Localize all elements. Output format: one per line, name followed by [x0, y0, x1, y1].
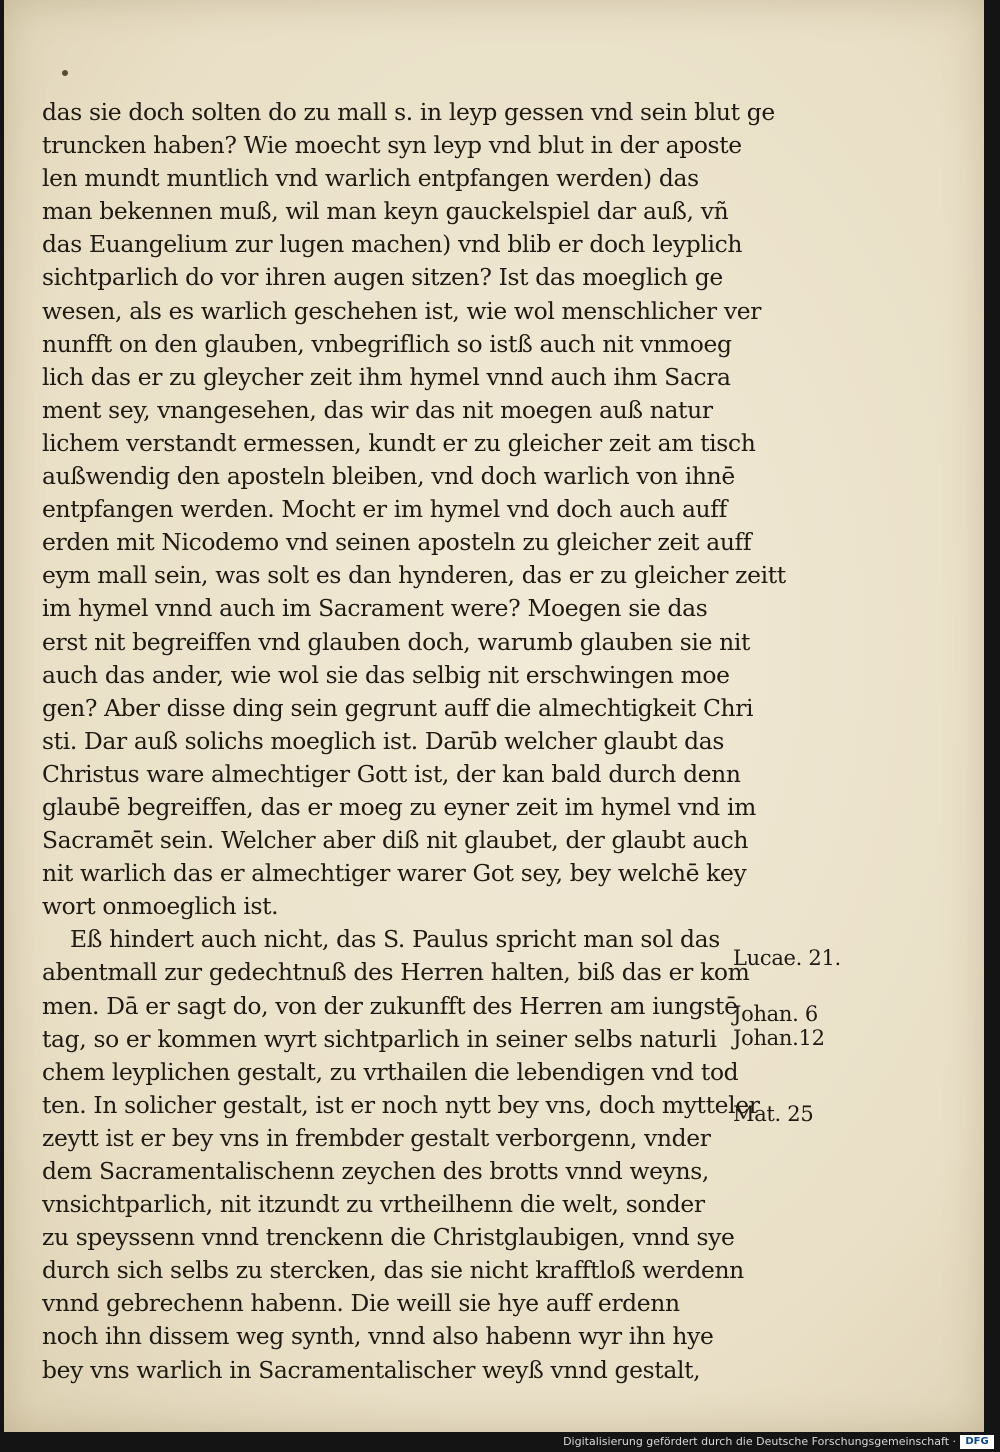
text-line: sti. Dar auß solichs moeglich ist. Darūb welcher glaubt das: [42, 726, 725, 755]
text-line: lichem verstandt ermessen, kundt er zu gleicher zeit am tisch: [42, 428, 756, 457]
text-line: ten. In solicher gestalt, ist er noch nytt bey vns, doch mytteler: [42, 1090, 760, 1119]
text-line: durch sich selbs zu stercken, das sie nicht krafftloß werdenn: [42, 1256, 744, 1285]
margin-note-mat: Mat. 25: [733, 1102, 814, 1126]
margin-note-johan-6: Johan. 6: [733, 1002, 818, 1026]
text-line: vnnd gebrechenn habenn. Die weill sie hye auff erdenn: [42, 1289, 680, 1318]
text-line: das Euangelium zur lugen machen) vnd blib er doch leyplich: [42, 230, 743, 259]
text-line: ment sey, vnangesehen, das wir das nit moegen auß natur: [42, 395, 713, 424]
text-line: man bekennen muß, wil man keyn gauckelspiel dar auß, vñ: [42, 197, 729, 226]
text-line: sichtparlich do vor ihren augen sitzen? Ist das moeglich ge: [42, 263, 723, 292]
text-line: außwendig den aposteln bleiben, vnd doch warlich von ihnē: [42, 462, 735, 491]
margin-note-lucae: Lucae. 21.: [733, 946, 841, 970]
ink-speck: [62, 70, 68, 76]
text-line: nunfft on den glauben, vnbegriflich so istß auch nit vnmoeg: [42, 329, 732, 358]
page-right-edge: [984, 0, 1000, 1432]
text-line: chem leyplichen gestalt, zu vrthailen die lebendigen vnd tod: [42, 1057, 739, 1086]
paragraph-start-line: Eß hindert auch nicht, das S. Paulus spricht man sol das: [70, 925, 720, 954]
text-line: tag, so er kommen wyrt sichtparlich in seiner selbs naturli: [42, 1024, 717, 1053]
text-line: das sie doch solten do zu mall s. in leyp gessen vnd sein blut ge: [42, 98, 775, 126]
margin-note-johan-12: Johan.12: [733, 1026, 825, 1050]
text-line: nit warlich das er almechtiger warer Got sey, bey welchē key: [42, 859, 747, 888]
text-line: erst nit begreiffen vnd glauben doch, warumb glauben sie nit: [42, 627, 751, 656]
text-line: wort onmoeglich ist.: [42, 892, 279, 921]
text-line: wesen, als es warlich geschehen ist, wie wol menschlicher ver: [42, 296, 762, 325]
text-line: im hymel vnnd auch im Sacrament were? Moegen sie das: [42, 594, 708, 623]
text-line: truncken haben? Wie moecht syn leyp vnd blut in der aposte: [42, 131, 742, 160]
text-line: entpfangen werden. Mocht er im hymel vnd doch auch auff: [42, 495, 727, 524]
dfg-logo: DFG: [960, 1435, 994, 1449]
text-line: gen? Aber disse ding sein gegrunt auff die almechtigkeit Chri: [42, 693, 754, 722]
text-line: len mundt muntlich vnd warlich entpfangen werden) das: [42, 164, 699, 193]
text-line: Christus ware almechtiger Gott ist, der kan bald durch denn: [42, 759, 741, 788]
footer-bar: [0, 1432, 1000, 1452]
text-line: eym mall sein, was solt es dan hynderen, das er zu gleicher zeitt: [42, 561, 786, 590]
text-line: vnsichtparlich, nit itzundt zu vrtheilhenn die welt, sonder: [42, 1190, 705, 1219]
text-line: abentmall zur gedechtnuß des Herren halten, biß das er kom: [42, 958, 750, 987]
text-line: men. Dā er sagt do, von der zukunfft des Herren am iungstē: [42, 991, 738, 1020]
text-line: glaubē begreiffen, das er moeg zu eyner zeit im hymel vnd im: [42, 792, 756, 821]
text-line: noch ihn dissem weg synth, vnnd also habenn wyr ihn hye: [42, 1322, 714, 1351]
text-line: erden mit Nicodemo vnd seinen aposteln zu gleicher zeit auff: [42, 528, 752, 557]
text-line: bey vns warlich in Sacramentalischer weyß vnnd gestalt,: [42, 1355, 701, 1384]
text-line: dem Sacramentalischenn zeychen des brotts vnnd weyns,: [42, 1157, 709, 1185]
text-line: auch das ander, wie wol sie das selbig nit erschwingen moe: [42, 660, 730, 689]
footer-credit: Digitalisierung gefördert durch die Deutsche Forschungsgemeinschaft ·: [563, 1435, 956, 1448]
text-line: lich das er zu gleycher zeit ihm hymel vnnd auch ihm Sacra: [42, 362, 731, 391]
text-line: zu speyssenn vnnd trenckenn die Christglaubigen, vnnd sye: [42, 1223, 735, 1252]
text-line: zeytt ist er bey vns in frembder gestalt verborgenn, vnder: [42, 1123, 711, 1152]
text-line: Sacramēt sein. Welcher aber diß nit glaubet, der glaubt auch: [42, 826, 749, 855]
